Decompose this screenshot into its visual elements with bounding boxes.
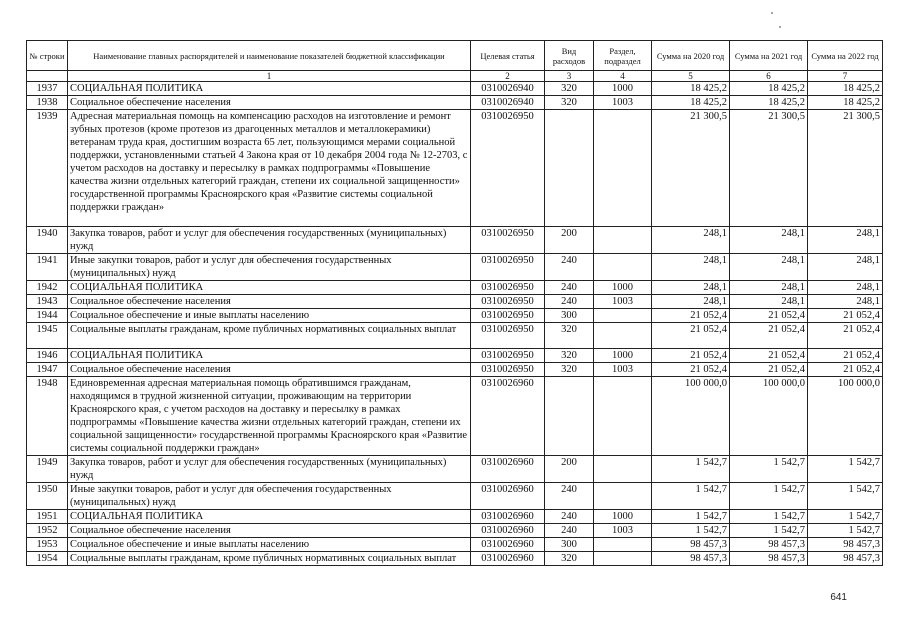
row-number: 1939	[27, 110, 68, 227]
row-section	[594, 483, 652, 510]
table-row	[27, 110, 883, 227]
row-sum-2022: 100 000,0	[808, 377, 883, 456]
column-number: 3	[545, 71, 594, 82]
row-sum-2022: 21 052,4	[808, 363, 883, 377]
row-target-article: 0310026950	[471, 295, 545, 309]
row-sum-2021: 248,1	[730, 254, 808, 281]
row-sum-2022: 1 542,7	[808, 524, 883, 538]
header-sum-2022: Сумма на 2022 год	[808, 41, 883, 71]
table-row	[27, 538, 883, 552]
table-row	[27, 552, 883, 566]
row-sum-2021: 100 000,0	[730, 377, 808, 456]
row-sum-2022: 21 052,4	[808, 349, 883, 363]
row-number: 1938	[27, 96, 68, 110]
row-name: СОЦИАЛЬНАЯ ПОЛИТИКА	[68, 510, 471, 524]
row-sum-2022: 98 457,3	[808, 538, 883, 552]
row-sum-2021: 98 457,3	[730, 538, 808, 552]
row-expense-type: 320	[545, 82, 594, 96]
row-target-article: 0310026950	[471, 363, 545, 377]
row-target-article: 0310026950	[471, 110, 545, 227]
header-sum-2020: Сумма на 2020 год	[652, 41, 730, 71]
row-sum-2022: 98 457,3	[808, 552, 883, 566]
row-number: 1944	[27, 309, 68, 323]
row-name: Социальные выплаты гражданам, кроме публичных нормативных социальных выплат	[68, 552, 471, 566]
row-sum-2020: 21 052,4	[652, 363, 730, 377]
row-sum-2022: 21 300,5	[808, 110, 883, 227]
row-sum-2022: 1 542,7	[808, 456, 883, 483]
row-sum-2020: 248,1	[652, 254, 730, 281]
column-number: 2	[471, 71, 545, 82]
row-name: Единовременная адресная материальная помощь обратившимся гражданам, находящимся в трудной жизненной ситуации, проживающим на территории Красноярского края, с учетом расходов на доставку и пересылку в рамках подпрограммы «Повышение качества жизни отдельных категорий граждан, степени их социальной защищенности» государственной программы Красноярского края «Развитие системы социальной поддержки граждан»	[68, 377, 471, 456]
row-section	[594, 552, 652, 566]
row-name: СОЦИАЛЬНАЯ ПОЛИТИКА	[68, 281, 471, 295]
row-section	[594, 377, 652, 456]
row-expense-type: 300	[545, 309, 594, 323]
row-section	[594, 227, 652, 254]
row-sum-2020: 248,1	[652, 281, 730, 295]
row-expense-type: 200	[545, 456, 594, 483]
table-header-row	[27, 41, 883, 71]
column-number: 5	[652, 71, 730, 82]
header-sum-2021: Сумма на 2021 год	[730, 41, 808, 71]
row-sum-2020: 248,1	[652, 295, 730, 309]
row-expense-type: 320	[545, 552, 594, 566]
row-name: Социальное обеспечение и иные выплаты населению	[68, 538, 471, 552]
table-row	[27, 323, 883, 349]
row-section: 1000	[594, 281, 652, 295]
row-sum-2021: 248,1	[730, 295, 808, 309]
row-section	[594, 456, 652, 483]
table-row	[27, 456, 883, 483]
row-expense-type: 200	[545, 227, 594, 254]
row-section	[594, 254, 652, 281]
row-target-article: 0310026960	[471, 510, 545, 524]
row-name: Социальное обеспечение населения	[68, 295, 471, 309]
row-sum-2021: 18 425,2	[730, 96, 808, 110]
row-target-article: 0310026960	[471, 552, 545, 566]
row-expense-type: 320	[545, 349, 594, 363]
row-name: Закупка товаров, работ и услуг для обеспечения государственных (муниципальных) нужд	[68, 227, 471, 254]
row-sum-2020: 248,1	[652, 227, 730, 254]
row-sum-2022: 248,1	[808, 295, 883, 309]
row-number: 1940	[27, 227, 68, 254]
row-sum-2021: 1 542,7	[730, 483, 808, 510]
row-sum-2021: 21 052,4	[730, 309, 808, 323]
row-number: 1952	[27, 524, 68, 538]
row-name: Социальное обеспечение населения	[68, 363, 471, 377]
row-section	[594, 538, 652, 552]
row-sum-2022: 248,1	[808, 227, 883, 254]
row-sum-2020: 1 542,7	[652, 524, 730, 538]
column-number-row	[27, 71, 883, 82]
row-target-article: 0310026950	[471, 281, 545, 295]
row-name: Иные закупки товаров, работ и услуг для обеспечения государственных (муниципальных) нужд	[68, 483, 471, 510]
row-name: Закупка товаров, работ и услуг для обеспечения государственных (муниципальных) нужд	[68, 456, 471, 483]
table-row	[27, 483, 883, 510]
row-number: 1941	[27, 254, 68, 281]
row-name: Социальное обеспечение населения	[68, 524, 471, 538]
header-name: Наименование главных распорядителей и наименование показателей бюджетной классификации	[68, 41, 471, 71]
page-number: 641	[830, 592, 847, 603]
row-section: 1003	[594, 295, 652, 309]
row-expense-type	[545, 377, 594, 456]
row-sum-2020: 18 425,2	[652, 82, 730, 96]
row-expense-type: 300	[545, 538, 594, 552]
row-target-article: 0310026960	[471, 538, 545, 552]
row-sum-2022: 18 425,2	[808, 96, 883, 110]
row-sum-2021: 1 542,7	[730, 510, 808, 524]
row-sum-2020: 21 052,4	[652, 309, 730, 323]
row-sum-2021: 1 542,7	[730, 456, 808, 483]
row-expense-type: 320	[545, 323, 594, 349]
table-row	[27, 295, 883, 309]
row-sum-2020: 21 052,4	[652, 323, 730, 349]
table-row	[27, 377, 883, 456]
table-body	[27, 82, 883, 566]
header-row-number: № строки	[27, 41, 68, 71]
row-sum-2022: 248,1	[808, 254, 883, 281]
row-expense-type: 240	[545, 510, 594, 524]
row-target-article: 0310026940	[471, 96, 545, 110]
row-target-article: 0310026960	[471, 456, 545, 483]
column-number	[27, 71, 68, 82]
row-number: 1950	[27, 483, 68, 510]
row-section: 1000	[594, 510, 652, 524]
row-sum-2022: 18 425,2	[808, 82, 883, 96]
table-row	[27, 524, 883, 538]
row-section: 1000	[594, 82, 652, 96]
row-expense-type: 240	[545, 524, 594, 538]
row-sum-2022: 1 542,7	[808, 483, 883, 510]
row-sum-2020: 98 457,3	[652, 538, 730, 552]
row-name: СОЦИАЛЬНАЯ ПОЛИТИКА	[68, 349, 471, 363]
row-sum-2021: 21 052,4	[730, 323, 808, 349]
row-name: Социальное обеспечение населения	[68, 96, 471, 110]
row-name: Социальное обеспечение и иные выплаты населению	[68, 309, 471, 323]
table-row	[27, 363, 883, 377]
row-number: 1943	[27, 295, 68, 309]
row-sum-2020: 1 542,7	[652, 510, 730, 524]
row-number: 1942	[27, 281, 68, 295]
header-section: Раздел, подраздел	[594, 41, 652, 71]
row-expense-type: 240	[545, 254, 594, 281]
table-row	[27, 510, 883, 524]
row-target-article: 0310026950	[471, 349, 545, 363]
row-sum-2022: 248,1	[808, 281, 883, 295]
row-number: 1946	[27, 349, 68, 363]
table-row	[27, 254, 883, 281]
budget-table	[26, 40, 883, 566]
scan-speck	[771, 12, 773, 14]
row-sum-2020: 18 425,2	[652, 96, 730, 110]
header-target-article: Целевая статья	[471, 41, 545, 71]
header-expense-type: Вид расходов	[545, 41, 594, 71]
row-expense-type: 320	[545, 96, 594, 110]
row-target-article: 0310026950	[471, 309, 545, 323]
row-number: 1954	[27, 552, 68, 566]
row-sum-2020: 98 457,3	[652, 552, 730, 566]
row-sum-2022: 1 542,7	[808, 510, 883, 524]
row-target-article: 0310026960	[471, 524, 545, 538]
row-sum-2020: 100 000,0	[652, 377, 730, 456]
row-expense-type: 240	[545, 281, 594, 295]
row-number: 1948	[27, 377, 68, 456]
budget-table-sheet	[26, 40, 882, 566]
row-sum-2021: 248,1	[730, 281, 808, 295]
row-number: 1947	[27, 363, 68, 377]
row-expense-type	[545, 110, 594, 227]
row-name: Иные закупки товаров, работ и услуг для обеспечения государственных (муниципальных) нужд	[68, 254, 471, 281]
row-target-article: 0310026950	[471, 323, 545, 349]
table-row	[27, 349, 883, 363]
table-row	[27, 82, 883, 96]
row-target-article: 0310026950	[471, 254, 545, 281]
row-name: Адресная материальная помощь на компенсацию расходов на изготовление и ремонт зубных протезов (кроме протезов из драгоценных металлов и металлокерамики) ветеранам труда края, достигшим возраста 65 лет, пользующимся мерами социальной поддержки, установленными статьей 4 Закона края от 10 декабря 2004 года № 12-2703, с учетом расходов на доставку и пересылку в рамках подпрограммы «Повышение качества жизни отдельных категорий граждан, степени их социальной защищенности» государственной программы Красноярского края «Развитие системы социальной поддержки граждан»	[68, 110, 471, 227]
row-sum-2021: 98 457,3	[730, 552, 808, 566]
row-name: Социальные выплаты гражданам, кроме публичных нормативных социальных выплат	[68, 323, 471, 349]
row-section	[594, 110, 652, 227]
column-number: 6	[730, 71, 808, 82]
table-row	[27, 227, 883, 254]
row-section	[594, 323, 652, 349]
row-sum-2021: 248,1	[730, 227, 808, 254]
row-sum-2021: 21 300,5	[730, 110, 808, 227]
row-section: 1003	[594, 96, 652, 110]
column-number: 4	[594, 71, 652, 82]
row-number: 1953	[27, 538, 68, 552]
row-sum-2020: 21 052,4	[652, 349, 730, 363]
row-sum-2020: 1 542,7	[652, 456, 730, 483]
scan-speck	[779, 26, 781, 28]
row-sum-2021: 18 425,2	[730, 82, 808, 96]
row-section	[594, 309, 652, 323]
row-sum-2022: 21 052,4	[808, 309, 883, 323]
row-number: 1949	[27, 456, 68, 483]
row-section: 1000	[594, 349, 652, 363]
table-row	[27, 309, 883, 323]
row-sum-2021: 21 052,4	[730, 349, 808, 363]
row-sum-2021: 21 052,4	[730, 363, 808, 377]
row-section: 1003	[594, 524, 652, 538]
column-number: 1	[68, 71, 471, 82]
row-sum-2020: 1 542,7	[652, 483, 730, 510]
row-expense-type: 320	[545, 363, 594, 377]
column-number: 7	[808, 71, 883, 82]
row-target-article: 0310026940	[471, 82, 545, 96]
table-row	[27, 96, 883, 110]
row-number: 1945	[27, 323, 68, 349]
row-name: СОЦИАЛЬНАЯ ПОЛИТИКА	[68, 82, 471, 96]
row-target-article: 0310026960	[471, 377, 545, 456]
row-sum-2020: 21 300,5	[652, 110, 730, 227]
row-number: 1937	[27, 82, 68, 96]
table-row	[27, 281, 883, 295]
row-section: 1003	[594, 363, 652, 377]
row-expense-type: 240	[545, 483, 594, 510]
row-target-article: 0310026950	[471, 227, 545, 254]
row-target-article: 0310026960	[471, 483, 545, 510]
row-sum-2021: 1 542,7	[730, 524, 808, 538]
row-sum-2022: 21 052,4	[808, 323, 883, 349]
row-expense-type: 240	[545, 295, 594, 309]
row-number: 1951	[27, 510, 68, 524]
